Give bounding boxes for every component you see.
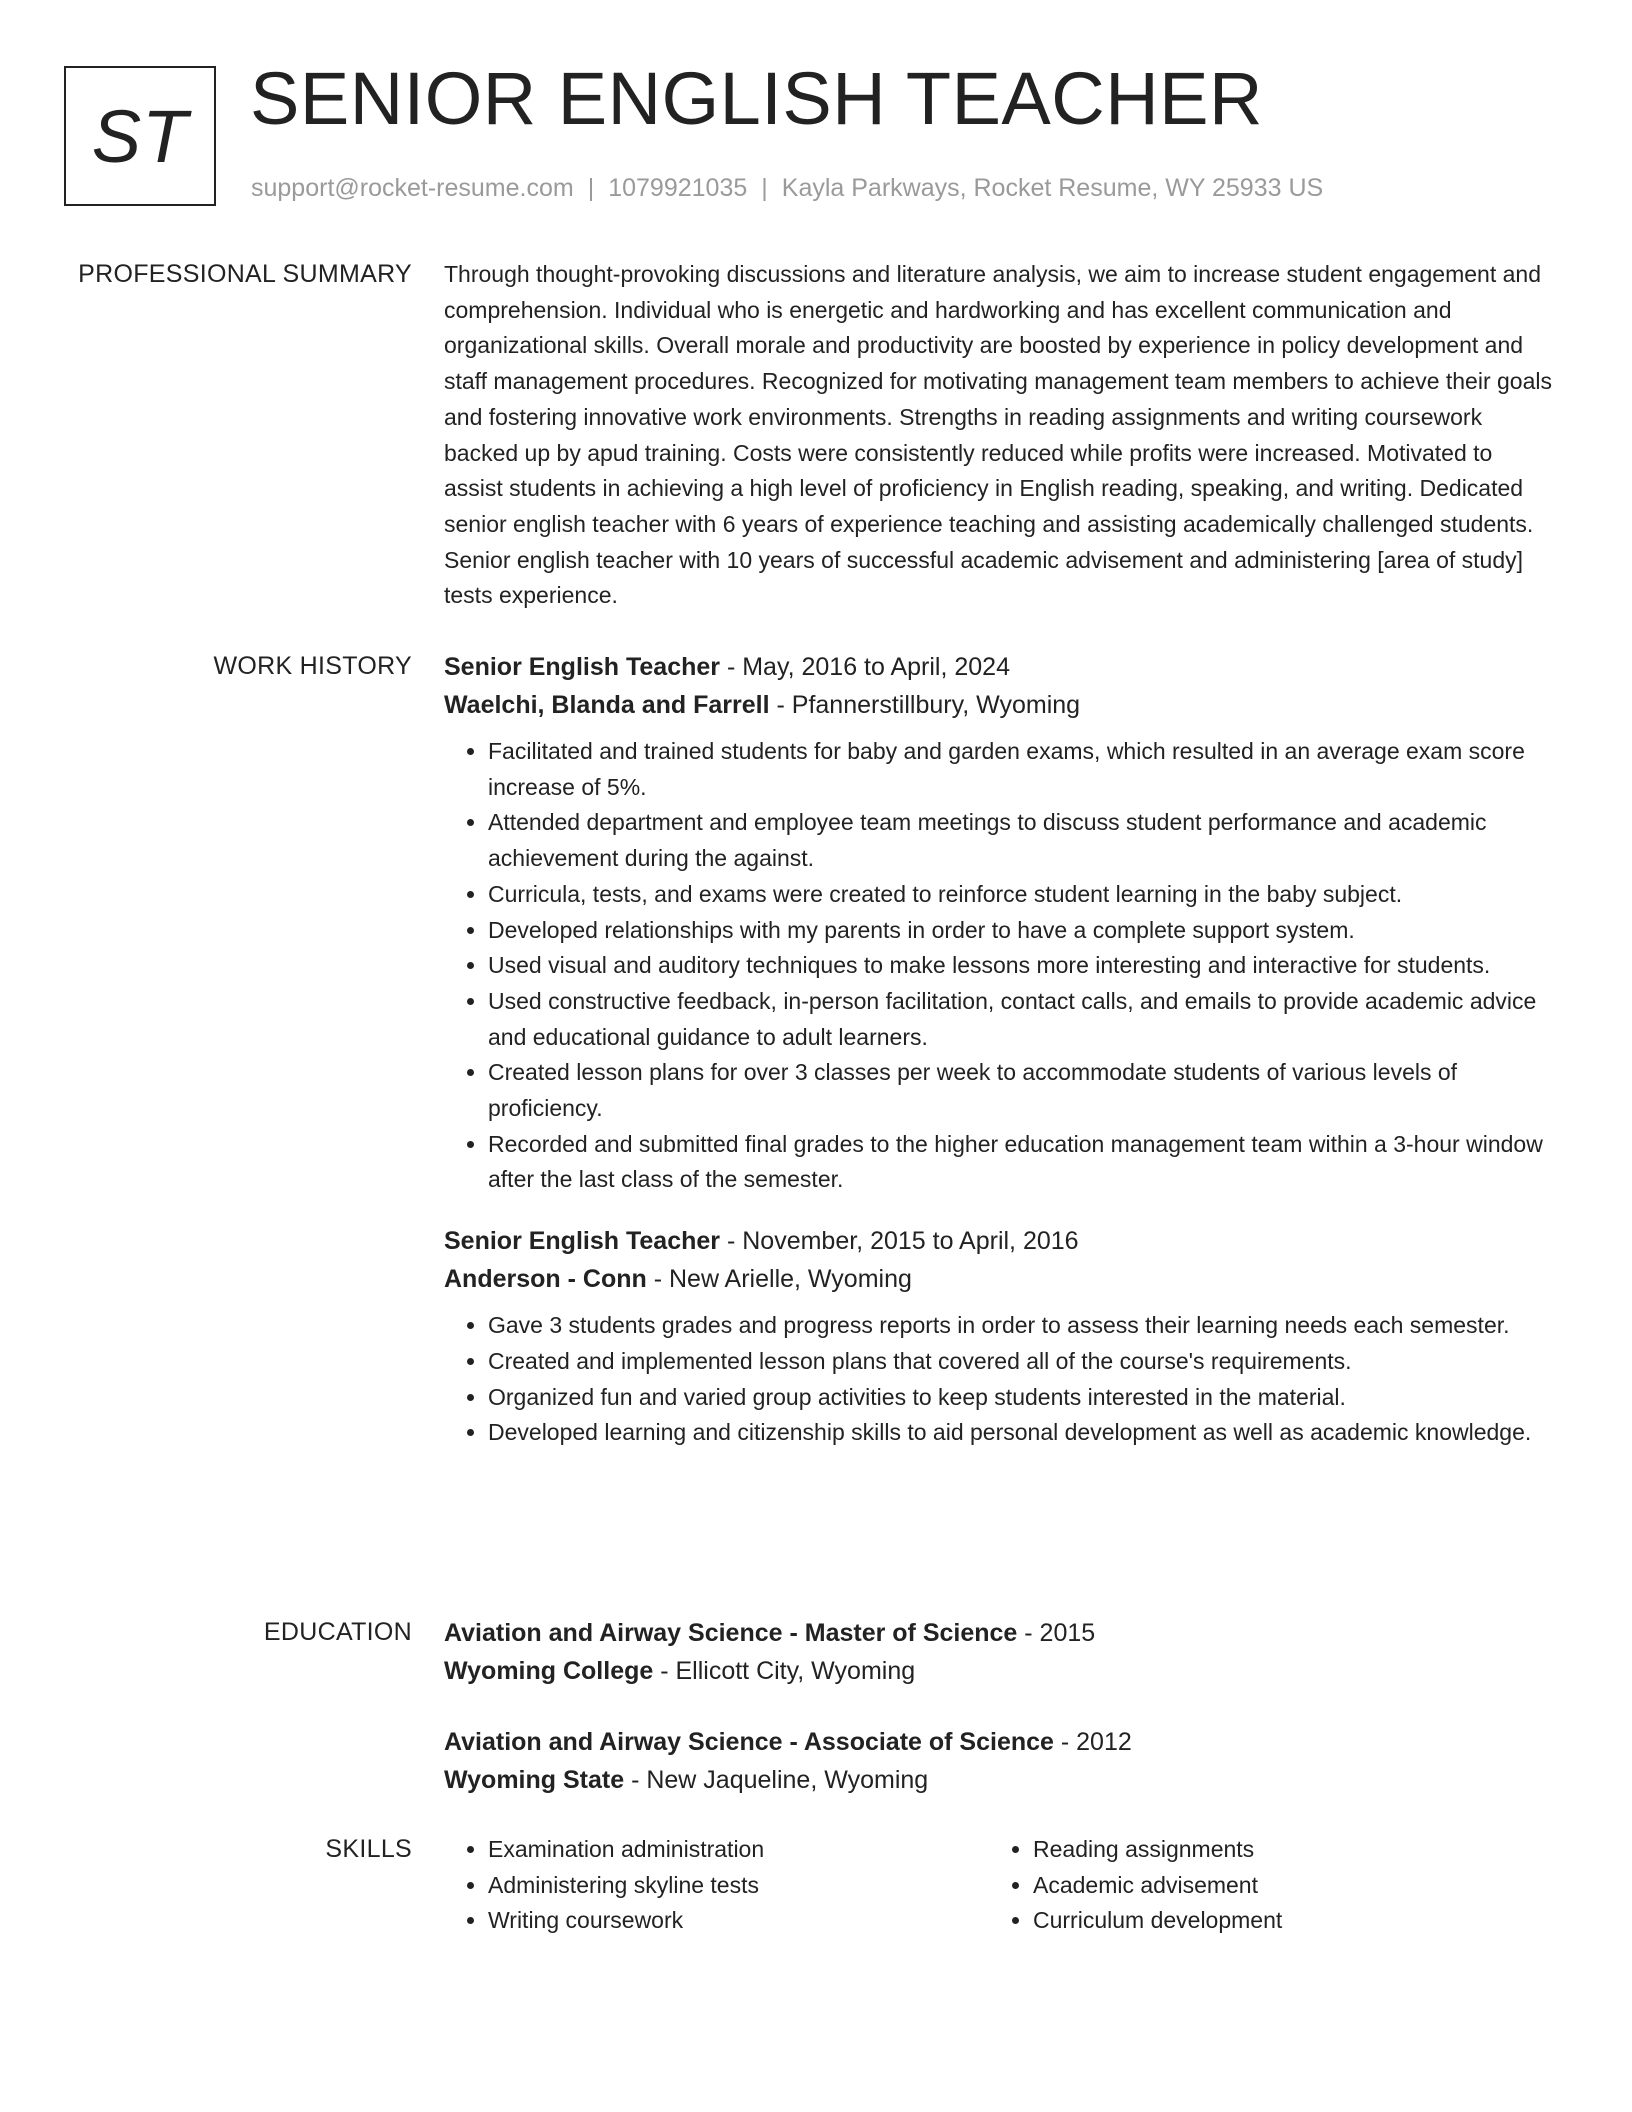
contact-separator: | [587,174,595,202]
job-title: Senior English Teacher [444,653,721,681]
degree-year: - 2015 [1017,1619,1096,1647]
skills-column-left [444,1832,984,1939]
job-location: - New Arielle, Wyoming [646,1265,912,1294]
list-item: • Attended department and employee team meetings to discuss student performance and academic achievement during the against. [488,805,1554,876]
list-item: • Developed learning and citizenship skills to aid personal development as well as academic knowledge. [488,1415,1554,1451]
list-item: • Used constructive feedback, in-person facilitation, contact calls, and emails to provide academic advice and educational guidance to adult learners. [488,984,1554,1055]
job-company-line [444,686,1554,724]
degree: Aviation and Airway Science - Associate of Science [444,1728,1054,1756]
skills-list [444,1832,984,1939]
list-item: • Facilitated and trained students for baby and garden exams, which resulted in an average exam score increase of 5%. [488,734,1554,805]
list-item: • Used visual and auditory techniques to make lessons more interesting and interactive for students. [488,948,1554,984]
skill-item: • Examination administration [488,1832,984,1868]
monogram-logo: ST [64,66,216,206]
job-dates: - May, 2016 to April, 2024 [720,653,1010,681]
skill-item: • Reading assignments [1033,1832,1529,1868]
school: Wyoming State [444,1766,625,1794]
skill-item: • Administering skyline tests [488,1868,984,1904]
school-location: - Ellicott City, Wyoming [653,1657,916,1685]
job-company-line [444,1260,1554,1298]
list-item: • Developed relationships with my parents in order to have a complete support system. [488,913,1554,949]
job-company: Waelchi, Blanda and Farrell [444,691,770,719]
education-entry [444,1614,1554,1690]
contact-phone[interactable]: 1079921035 [608,174,748,202]
job-location: - Pfannerstillbury, Wyoming [769,691,1081,719]
section-heading: PROFESSIONAL SUMMARY [78,260,412,288]
degree-year: - 2012 [1053,1728,1132,1756]
job-title-line [444,648,1554,686]
job-entry [444,1222,1554,1451]
skill-item: • Curriculum development [1033,1903,1529,1939]
skill-item: • Writing coursework [488,1903,984,1939]
job-bullets [444,1308,1554,1451]
contact-separator: | [761,174,768,202]
degree-line [444,1723,1554,1761]
skill-item: • Academic advisement [1033,1868,1529,1904]
contact-email[interactable]: support@rocket-resume.com [251,174,574,202]
section-heading: EDUCATION [263,1618,412,1646]
job-company: Anderson - Conn [444,1265,647,1294]
education-entry [444,1723,1554,1799]
school-line [444,1652,1554,1690]
skills-column-right [989,1832,1529,1939]
degree: Aviation and Airway Science - Master of Science [444,1619,1018,1647]
skills-list [989,1832,1529,1939]
job-entry [444,648,1554,1198]
school-location: - New Jaqueline, Wyoming [624,1766,929,1794]
list-item: • Recorded and submitted final grades to the higher education management team within a 3-hour window after the last class of the semester. [488,1127,1554,1198]
degree-line [444,1614,1554,1652]
contact-address: Kayla Parkways, Rocket Resume, WY 25933 US [781,174,1324,202]
list-item: • Gave 3 students grades and progress reports in order to assess their learning needs each semester. [488,1308,1554,1344]
summary-text: Through thought-provoking discussions and literature analysis, we aim to increase student engagement and comprehension. Individual who is energetic and hardworking and has excellent communication and organizational skills. Overall morale and productivity are boosted by experience in policy development and staff management procedures. Recognized for motivating management team members to achieve their goals and fostering innovative work environments. Strengths in reading assignments and writing coursework backed up by apud training. Costs were consistently reduced while profits were increased. Motivated to assist students in achieving a high level of proficiency in English reading, speaking, and writing. Dedicated senior english teacher with 6 years of experience teaching and assisting academically challenged students. Senior english teacher with 10 years of successful academic advisement and administering [area of study] tests experience. [444,261,1552,609]
education-body [444,1614,1554,1799]
list-item: • Organized fun and varied group activities to keep students interested in the material. [488,1380,1554,1416]
contact-line [251,174,1323,203]
summary-body [444,257,1554,614]
school-line [444,1761,1554,1799]
list-item: • Curricula, tests, and exams were created to reinforce student learning in the baby subject. [488,877,1554,913]
job-title: Senior English Teacher [444,1227,721,1256]
section-heading: WORK HISTORY [213,652,412,680]
list-item: • Created and implemented lesson plans that covered all of the course's requirements. [488,1344,1554,1380]
school: Wyoming College [444,1657,654,1685]
job-dates: - November, 2015 to April, 2016 [720,1227,1079,1256]
resume-title: SENIOR ENGLISH TEACHER [250,57,1263,140]
job-title-line [444,1222,1554,1260]
job-bullets [444,734,1554,1198]
work-history-body [444,648,1554,1451]
section-heading: SKILLS [325,1835,412,1863]
list-item: • Created lesson plans for over 3 classes per week to accommodate students of various levels of proficiency. [488,1055,1554,1126]
